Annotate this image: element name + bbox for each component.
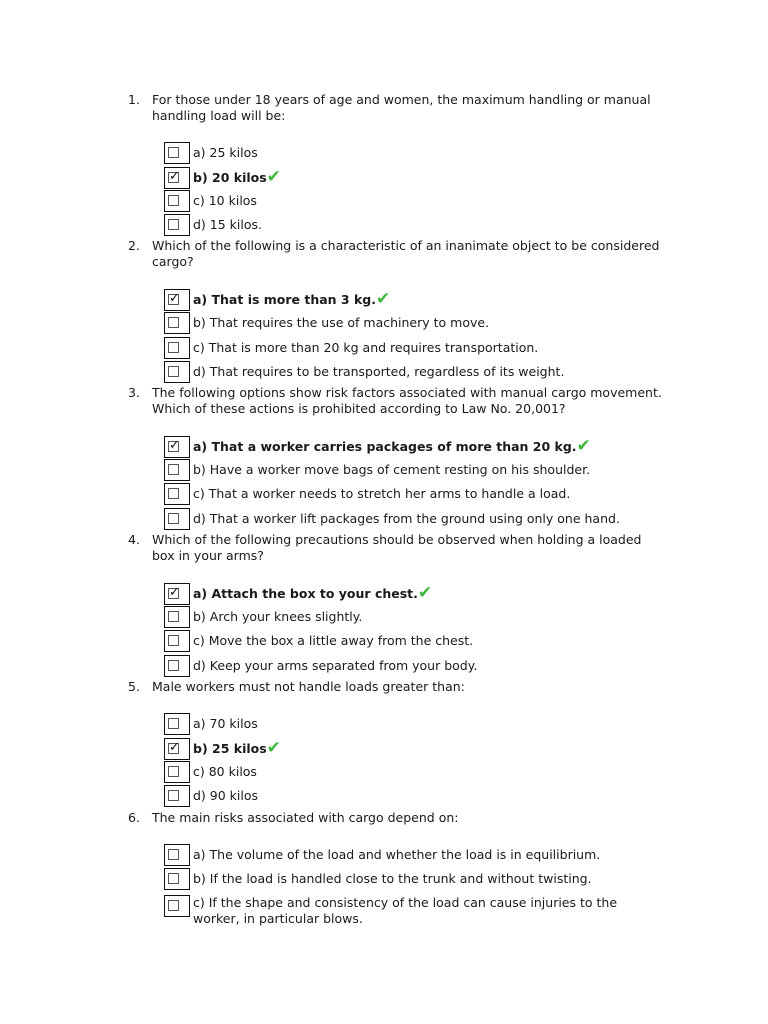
option-3b[interactable] xyxy=(164,459,754,481)
checkbox[interactable] xyxy=(168,438,180,453)
checkbox[interactable] xyxy=(168,219,179,230)
check-mark-icon: ✓ xyxy=(169,291,180,306)
option-6c[interactable] xyxy=(164,895,754,926)
option-4a[interactable] xyxy=(164,583,754,605)
option-label: a) That a worker carries packages of more than 20 kg. xyxy=(193,439,577,454)
checkbox[interactable] xyxy=(168,740,180,755)
option-label: a) That is more than 3 kg. xyxy=(193,292,376,307)
question-text: Which of the following precautions should be observed when holding a loaded box in your arms? xyxy=(152,532,642,563)
checkbox[interactable] xyxy=(168,766,179,777)
checkbox-frame xyxy=(164,361,190,383)
option-4c[interactable] xyxy=(164,630,754,652)
checkbox-frame xyxy=(164,142,190,164)
checkbox[interactable] xyxy=(168,513,179,524)
option-3a[interactable] xyxy=(164,436,754,458)
correct-check-icon: ✔ xyxy=(576,436,591,456)
correct-check-icon: ✔ xyxy=(266,167,281,187)
checkbox[interactable] xyxy=(168,366,179,377)
option-label: a) 25 kilos xyxy=(193,145,258,160)
checkbox-frame xyxy=(164,436,190,458)
question-text: The following options show risk factors associated with manual cargo movement. Which of these actions is prohibited according to Law No. 20,001? xyxy=(152,385,662,416)
option-label: a) 70 kilos xyxy=(193,716,258,731)
option-label: d) 90 kilos xyxy=(193,788,259,803)
checkbox-frame xyxy=(164,214,190,236)
checkbox-frame xyxy=(164,713,190,735)
option-6a[interactable] xyxy=(164,844,754,866)
correct-check-icon: ✔ xyxy=(417,583,433,603)
option-5a[interactable] xyxy=(164,713,754,735)
option-label: b) Arch your knees slightly. xyxy=(193,609,363,624)
checkbox-frame xyxy=(164,738,190,760)
check-mark-icon: ✓ xyxy=(169,438,180,453)
option-label: b) 20 kilos xyxy=(193,170,267,185)
checkbox[interactable] xyxy=(168,488,179,499)
checkbox-frame xyxy=(164,337,190,359)
option-5b[interactable] xyxy=(164,738,754,760)
checkbox-frame xyxy=(164,312,190,334)
checkbox[interactable] xyxy=(168,317,179,328)
check-mark-icon: ✓ xyxy=(169,585,180,600)
option-label: d) Keep your arms separated from your body. xyxy=(193,658,478,673)
question-number: 4. xyxy=(128,532,140,547)
checkbox-frame xyxy=(164,761,190,783)
checkbox-frame xyxy=(164,630,190,652)
checkbox[interactable] xyxy=(168,585,180,600)
checkbox-frame xyxy=(164,844,190,866)
option-label: b) Have a worker move bags of cement resting on his shoulder. xyxy=(193,462,591,477)
check-mark-icon: ✓ xyxy=(169,740,180,755)
checkbox[interactable] xyxy=(168,342,179,353)
checkbox-frame xyxy=(164,167,190,189)
checkbox[interactable] xyxy=(168,718,179,729)
option-1c[interactable] xyxy=(164,190,754,212)
option-2d[interactable] xyxy=(164,361,754,383)
checkbox[interactable] xyxy=(168,900,179,911)
option-label: c) 80 kilos xyxy=(193,764,257,779)
question-text: Which of the following is a characteristic of an inanimate object to be considered cargo? xyxy=(152,238,660,269)
checkbox-frame xyxy=(164,655,190,677)
checkbox[interactable] xyxy=(168,169,180,184)
correct-check-icon: ✔ xyxy=(266,738,281,758)
option-2b[interactable] xyxy=(164,312,754,334)
option-3d[interactable] xyxy=(164,508,754,530)
checkbox[interactable] xyxy=(168,660,179,671)
checkbox[interactable] xyxy=(168,873,179,884)
option-label: a) Attach the box to your chest. xyxy=(193,586,418,601)
question-number: 5. xyxy=(128,679,140,694)
option-label: c) If the shape and consistency of the load can cause injuries to the worker, in particular blows. xyxy=(193,895,618,926)
option-label: d) 15 kilos. xyxy=(193,217,262,232)
checkbox-frame xyxy=(164,483,190,505)
question-number: 2. xyxy=(128,238,140,253)
option-5c[interactable] xyxy=(164,761,754,783)
checkbox[interactable] xyxy=(168,635,179,646)
checkbox-frame xyxy=(164,289,190,311)
question-number: 6. xyxy=(128,810,140,825)
option-label: d) That requires to be transported, regardless of its weight. xyxy=(193,364,565,379)
checkbox-frame xyxy=(164,459,190,481)
checkbox[interactable] xyxy=(168,464,179,475)
option-1b[interactable] xyxy=(164,167,754,189)
checkbox[interactable] xyxy=(168,611,179,622)
checkbox-frame xyxy=(164,508,190,530)
checkbox[interactable] xyxy=(168,195,179,206)
checkbox-frame xyxy=(164,785,190,807)
question-text: The main risks associated with cargo depend on: xyxy=(152,810,459,825)
checkbox-frame xyxy=(164,895,190,917)
checkbox[interactable] xyxy=(168,849,179,860)
option-5d[interactable] xyxy=(164,785,754,807)
question-text: For those under 18 years of age and women, the maximum handling or manual handling load will be: xyxy=(152,92,651,123)
checkbox-frame xyxy=(164,583,190,605)
checkbox[interactable] xyxy=(168,291,180,306)
option-label: c) That a worker needs to stretch her arms to handle a load. xyxy=(193,486,571,501)
option-2c[interactable] xyxy=(164,337,754,359)
option-label: d) That a worker lift packages from the ground using only one hand. xyxy=(193,511,620,526)
question-text: Male workers must not handle loads greater than: xyxy=(152,679,465,694)
checkbox[interactable] xyxy=(168,147,179,158)
option-4d[interactable] xyxy=(164,655,754,677)
option-1d[interactable] xyxy=(164,214,754,236)
option-3c[interactable] xyxy=(164,483,754,505)
question-number: 1. xyxy=(128,92,140,107)
question-number: 3. xyxy=(128,385,140,400)
correct-check-icon: ✔ xyxy=(376,289,391,309)
option-label: a) The volume of the load and whether the load is in equilibrium. xyxy=(193,847,601,862)
option-label: b) That requires the use of machinery to move. xyxy=(193,315,490,330)
option-4b[interactable] xyxy=(164,606,754,628)
option-label: c) 10 kilos xyxy=(193,193,257,208)
option-label: c) That is more than 20 kg and requires transportation. xyxy=(193,340,539,355)
option-label: b) 25 kilos xyxy=(193,741,267,756)
checkbox-frame xyxy=(164,606,190,628)
option-2a[interactable] xyxy=(164,289,754,311)
option-label: c) Move the box a little away from the chest. xyxy=(193,633,474,648)
checkbox[interactable] xyxy=(168,790,179,801)
checkbox-frame xyxy=(164,190,190,212)
option-6b[interactable] xyxy=(164,868,754,890)
option-1a[interactable] xyxy=(164,142,754,164)
option-label: b) If the load is handled close to the trunk and without twisting. xyxy=(193,871,592,886)
checkbox-frame xyxy=(164,868,190,890)
check-mark-icon: ✓ xyxy=(169,169,180,184)
